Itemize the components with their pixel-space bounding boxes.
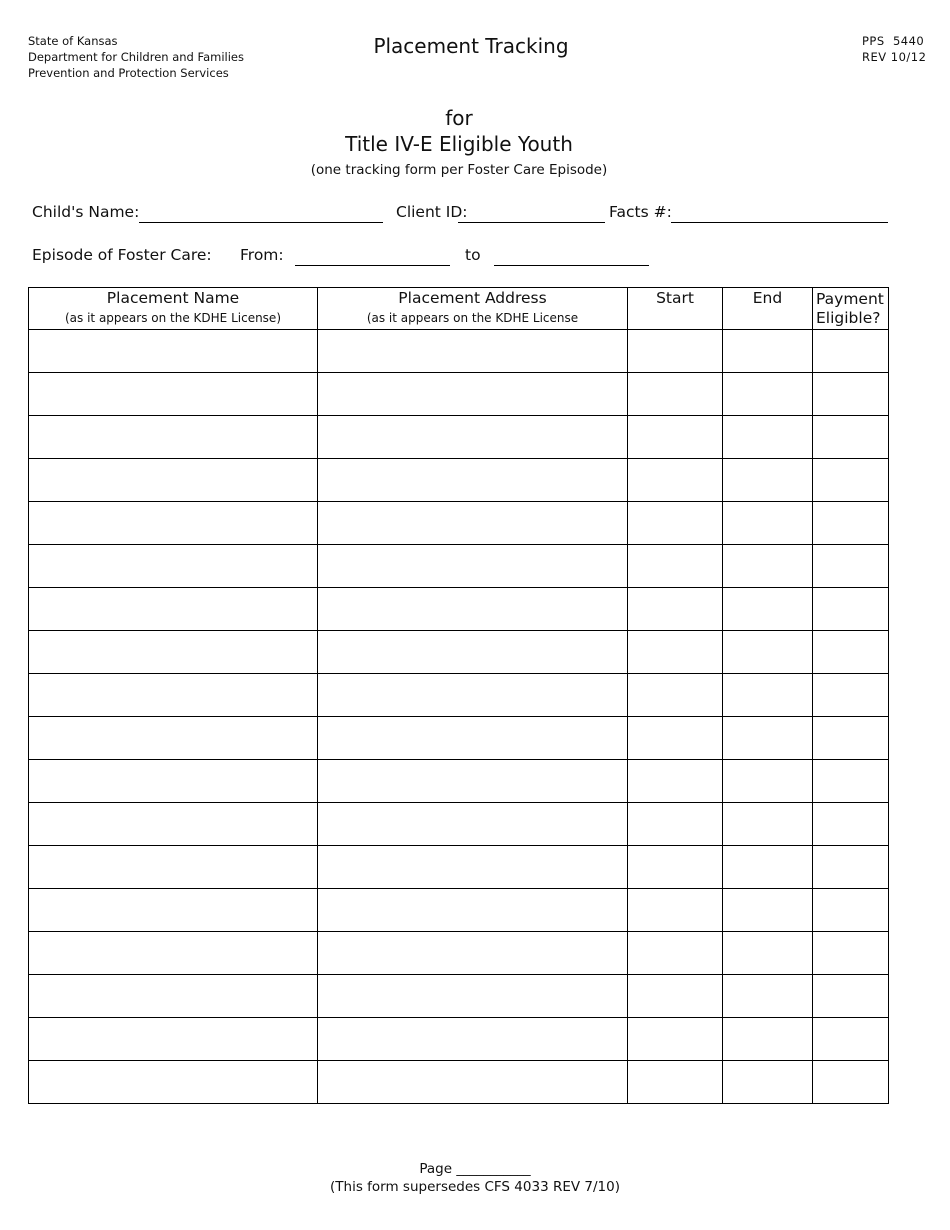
- cell-end[interactable]: [723, 717, 813, 760]
- agency-department: Department for Children and Families: [28, 50, 244, 64]
- cell-placement-address[interactable]: [318, 932, 628, 975]
- cell-end[interactable]: [723, 803, 813, 846]
- table-row: [29, 631, 889, 674]
- table-row: [29, 932, 889, 975]
- col-placement-address-title: Placement Address: [398, 289, 547, 307]
- cell-start[interactable]: [628, 803, 723, 846]
- table-row: [29, 373, 889, 416]
- cell-placement-name[interactable]: [29, 1061, 318, 1104]
- table-row: [29, 1061, 889, 1104]
- col-placement-address-sub: (as it appears on the KDHE License: [366, 311, 579, 325]
- child-name-field[interactable]: [139, 222, 383, 223]
- cell-payment-eligible[interactable]: [813, 416, 889, 459]
- cell-start[interactable]: [628, 1061, 723, 1104]
- cell-end[interactable]: [723, 932, 813, 975]
- cell-placement-address[interactable]: [318, 416, 628, 459]
- placement-table: [28, 287, 889, 1104]
- table-row: [29, 502, 889, 545]
- table-row: [29, 803, 889, 846]
- cell-placement-name[interactable]: [29, 846, 318, 889]
- cell-end[interactable]: [723, 889, 813, 932]
- form-title: Placement Tracking: [373, 34, 569, 58]
- col-payment-title-line2: Eligible?: [816, 309, 881, 327]
- cell-end[interactable]: [723, 975, 813, 1018]
- col-start: [628, 288, 723, 330]
- cell-placement-name[interactable]: [29, 760, 318, 803]
- cell-placement-name[interactable]: [29, 631, 318, 674]
- cell-placement-name[interactable]: [29, 588, 318, 631]
- cell-start[interactable]: [628, 846, 723, 889]
- col-placement-name-title: Placement Name: [106, 289, 240, 307]
- cell-placement-address[interactable]: [318, 588, 628, 631]
- cell-placement-address[interactable]: [318, 889, 628, 932]
- table-row: [29, 330, 889, 373]
- cell-start[interactable]: [628, 1018, 723, 1061]
- form-subtitle: Title IV-E Eligible Youth: [345, 132, 573, 156]
- cell-payment-eligible[interactable]: [813, 1018, 889, 1061]
- cell-payment-eligible[interactable]: [813, 1061, 889, 1104]
- cell-payment-eligible[interactable]: [813, 975, 889, 1018]
- cell-end[interactable]: [723, 459, 813, 502]
- table-row: [29, 588, 889, 631]
- col-payment-title-line1: Payment: [816, 290, 884, 308]
- col-payment-eligible: [813, 288, 889, 330]
- col-placement-name: [29, 288, 318, 330]
- facts-field[interactable]: [671, 222, 888, 223]
- from-label: From:: [240, 246, 284, 264]
- cell-payment-eligible[interactable]: [813, 330, 889, 373]
- cell-payment-eligible[interactable]: [813, 803, 889, 846]
- cell-placement-address[interactable]: [318, 373, 628, 416]
- cell-placement-name[interactable]: [29, 545, 318, 588]
- cell-payment-eligible[interactable]: [813, 889, 889, 932]
- cell-placement-name[interactable]: [29, 1018, 318, 1061]
- cell-placement-address[interactable]: [318, 975, 628, 1018]
- cell-placement-name[interactable]: [29, 889, 318, 932]
- agency-block: [28, 33, 244, 81]
- table-row: [29, 1018, 889, 1061]
- cell-payment-eligible[interactable]: [813, 932, 889, 975]
- cell-payment-eligible[interactable]: [813, 588, 889, 631]
- cell-start[interactable]: [628, 330, 723, 373]
- table-row: [29, 889, 889, 932]
- cell-placement-address[interactable]: [318, 502, 628, 545]
- cell-payment-eligible[interactable]: [813, 674, 889, 717]
- agency-state: State of Kansas: [28, 34, 118, 48]
- col-placement-name-sub: (as it appears on the KDHE License): [65, 311, 281, 325]
- to-label: to: [465, 246, 481, 264]
- table-row: [29, 717, 889, 760]
- cell-start[interactable]: [628, 416, 723, 459]
- cell-end[interactable]: [723, 1061, 813, 1104]
- cell-placement-address[interactable]: [318, 1018, 628, 1061]
- cell-end[interactable]: [723, 1018, 813, 1061]
- table-row: [29, 674, 889, 717]
- cell-placement-address[interactable]: [318, 803, 628, 846]
- cell-placement-address[interactable]: [318, 459, 628, 502]
- cell-placement-name[interactable]: [29, 803, 318, 846]
- form-number: PPS 5440: [862, 34, 925, 48]
- cell-placement-address[interactable]: [318, 545, 628, 588]
- cell-payment-eligible[interactable]: [813, 717, 889, 760]
- cell-placement-name[interactable]: [29, 932, 318, 975]
- col-start-title: Start: [656, 289, 694, 307]
- cell-end[interactable]: [723, 588, 813, 631]
- cell-start[interactable]: [628, 674, 723, 717]
- episode-label: Episode of Foster Care:: [32, 246, 212, 264]
- cell-placement-name[interactable]: [29, 975, 318, 1018]
- cell-start[interactable]: [628, 975, 723, 1018]
- client-id-label: Client ID:: [396, 203, 468, 221]
- cell-placement-address[interactable]: [318, 330, 628, 373]
- cell-start[interactable]: [628, 545, 723, 588]
- supersedes-note: (This form supersedes CFS 4033 REV 7/10): [330, 1179, 620, 1195]
- cell-start[interactable]: [628, 631, 723, 674]
- cell-end[interactable]: [723, 416, 813, 459]
- col-placement-address: [318, 288, 628, 330]
- cell-end[interactable]: [723, 330, 813, 373]
- table-row: [29, 545, 889, 588]
- cell-placement-address[interactable]: [318, 846, 628, 889]
- table-row: [29, 459, 889, 502]
- cell-payment-eligible[interactable]: [813, 846, 889, 889]
- table-row: [29, 975, 889, 1018]
- form-note: (one tracking form per Foster Care Episode): [310, 162, 608, 178]
- cell-placement-address[interactable]: [318, 760, 628, 803]
- cell-start[interactable]: [628, 588, 723, 631]
- cell-placement-address[interactable]: [318, 674, 628, 717]
- cell-end[interactable]: [723, 373, 813, 416]
- episode-to-field[interactable]: [494, 265, 649, 266]
- cell-end[interactable]: [723, 502, 813, 545]
- table-row: [29, 846, 889, 889]
- agency-division: Prevention and Protection Services: [28, 66, 229, 80]
- facts-label: Facts #:: [609, 203, 672, 221]
- cell-start[interactable]: [628, 459, 723, 502]
- child-name-label: Child's Name:: [32, 203, 140, 221]
- cell-start[interactable]: [628, 717, 723, 760]
- cell-placement-name[interactable]: [29, 416, 318, 459]
- page-number-line: Page ___________: [419, 1161, 531, 1177]
- episode-from-field[interactable]: [295, 265, 450, 266]
- table-header-row: [29, 288, 889, 330]
- cell-start[interactable]: [628, 502, 723, 545]
- cell-start[interactable]: [628, 932, 723, 975]
- cell-end[interactable]: [723, 674, 813, 717]
- col-end: [723, 288, 813, 330]
- cell-end[interactable]: [723, 631, 813, 674]
- cell-placement-address[interactable]: [318, 631, 628, 674]
- cell-placement-name[interactable]: [29, 717, 318, 760]
- table-row: [29, 760, 889, 803]
- cell-start[interactable]: [628, 889, 723, 932]
- cell-payment-eligible[interactable]: [813, 545, 889, 588]
- cell-payment-eligible[interactable]: [813, 631, 889, 674]
- col-end-title: End: [752, 289, 783, 307]
- cell-end[interactable]: [723, 760, 813, 803]
- cell-placement-name[interactable]: [29, 330, 318, 373]
- cell-start[interactable]: [628, 373, 723, 416]
- cell-placement-name[interactable]: [29, 373, 318, 416]
- cell-start[interactable]: [628, 760, 723, 803]
- cell-placement-name[interactable]: [29, 459, 318, 502]
- for-text: for: [445, 106, 473, 130]
- client-id-field[interactable]: [458, 222, 605, 223]
- table-row: [29, 416, 889, 459]
- cell-payment-eligible[interactable]: [813, 760, 889, 803]
- cell-end[interactable]: [723, 545, 813, 588]
- form-revision: REV 10/12: [862, 50, 927, 64]
- form-id-block: [862, 33, 926, 65]
- cell-payment-eligible[interactable]: [813, 502, 889, 545]
- cell-placement-address[interactable]: [318, 1061, 628, 1104]
- cell-placement-name[interactable]: [29, 674, 318, 717]
- cell-payment-eligible[interactable]: [813, 459, 889, 502]
- table-body: [29, 330, 889, 1104]
- cell-end[interactable]: [723, 846, 813, 889]
- cell-placement-address[interactable]: [318, 717, 628, 760]
- cell-payment-eligible[interactable]: [813, 373, 889, 416]
- cell-placement-name[interactable]: [29, 502, 318, 545]
